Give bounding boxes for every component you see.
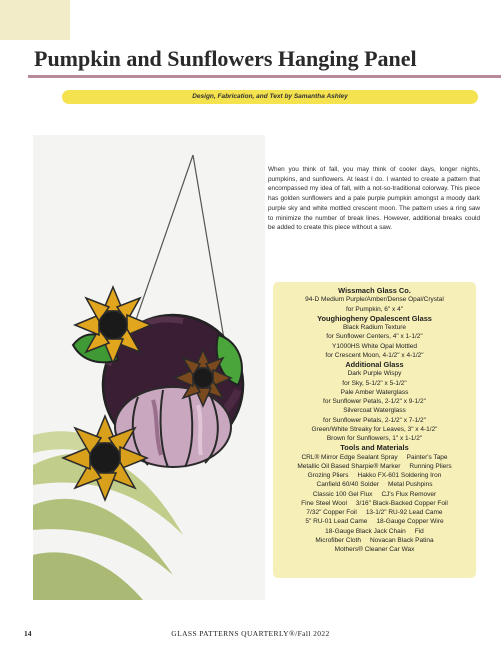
tool-line: Classic 100 Gel Flux CJ's Flux Remover xyxy=(312,490,437,498)
project-photo xyxy=(33,135,265,600)
intro-paragraph: When you think of fall, you may think of cooler days, longer nights, pumpkins, and sunflowers. At least I do. I wanted to create a pattern that encompassed my idea of fall, with a not-so-traditional colorway. This piece has golden sunflowers and a pale purple pumpkin amongst a moody dark purple sky and white mottled crescent moon. The pattern uses a ring saw to minimize the number of break lines. However, additional breaks could be added to create this piece without a saw. xyxy=(268,166,480,232)
material-line: Green/White Streaky for Leaves, 3" x 4-1/2" xyxy=(311,425,438,433)
tool-line: Microfiber Cloth Novacan Black Patina xyxy=(315,536,434,544)
material-line: Pale Amber Waterglass xyxy=(340,388,409,396)
material-line: for Sunflower Centers, 4" x 1-1/2" xyxy=(326,333,423,341)
material-line: Y1000HS White Opal Mottled xyxy=(332,342,417,350)
material-line: for Crescent Moon, 4-1/2" x 4-1/2" xyxy=(325,351,424,359)
tool-line: 18-Gauge Black Jack Chain Fid xyxy=(325,527,424,535)
byline-banner: Design, Fabrication, and Text by Samantha Ashley xyxy=(62,90,478,104)
material-line: for Sunflower Petals, 2-1/2" x 9-1/2" xyxy=(323,398,426,405)
material-line: Silvercoat Waterglass xyxy=(343,407,406,415)
tool-line: 7/32" Copper Foil 13-1/2" RU-92 Lead Came xyxy=(306,509,443,516)
material-line: for Pumpkin, 6" x 4" xyxy=(346,305,403,313)
tool-line: Fine Steel Wool 3/16" Black-Backed Copper Foil xyxy=(301,499,448,507)
sunflower-bottom-left xyxy=(63,416,147,500)
publication-name: GLASS PATTERNS QUARTERLY®/Fall 2022 xyxy=(171,629,330,638)
material-line: 94-D Medium Purple/Amber/Dense Opal/Crystal xyxy=(305,296,444,304)
wissmach-heading: Wissmach Glass Co. xyxy=(338,286,411,295)
sunflower-top-left xyxy=(75,287,151,363)
tool-line: Grozing Pliers Hakko FX-601 Soldering Iron xyxy=(307,472,442,479)
material-line: Dark Purple Wispy xyxy=(347,370,402,378)
sunflower-right xyxy=(175,350,231,406)
material-line: Brown for Sunflowers, 1" x 1-1/2" xyxy=(326,435,423,442)
tool-line: Metallic Oil Based Sharpie® Marker Running Pliers xyxy=(297,462,452,470)
corner-decoration xyxy=(0,0,70,40)
material-line: Black Radium Texture xyxy=(342,324,407,331)
additional-glass-heading: Additional Glass xyxy=(345,360,404,369)
youghiogheny-heading: Youghiogheny Opalescent Glass xyxy=(317,313,432,323)
tools-heading: Tools and Materials xyxy=(340,443,409,453)
material-line: for Sunflower Petals, 2-1/2" x 7-1/2" xyxy=(323,416,426,424)
page-number: 14 xyxy=(24,629,32,638)
page-footer xyxy=(0,629,501,643)
article-title: Pumpkin and Sunflowers Hanging Panel xyxy=(34,46,417,71)
tool-line: 5" RU-01 Lead Came 18-Gauge Copper Wire xyxy=(305,518,444,526)
tool-line: Mothers® Cleaner Car Wax xyxy=(334,546,415,553)
tool-line: CRL® Mirror Edge Sealant Spray Painter's Tape xyxy=(301,453,448,461)
materials-box xyxy=(273,282,476,578)
material-line: for Sky, 5-1/2" x 5-1/2" xyxy=(342,379,407,387)
title-rule xyxy=(28,75,501,78)
tool-line: Canfield 60/40 Solder Metal Pushpins xyxy=(316,481,433,489)
